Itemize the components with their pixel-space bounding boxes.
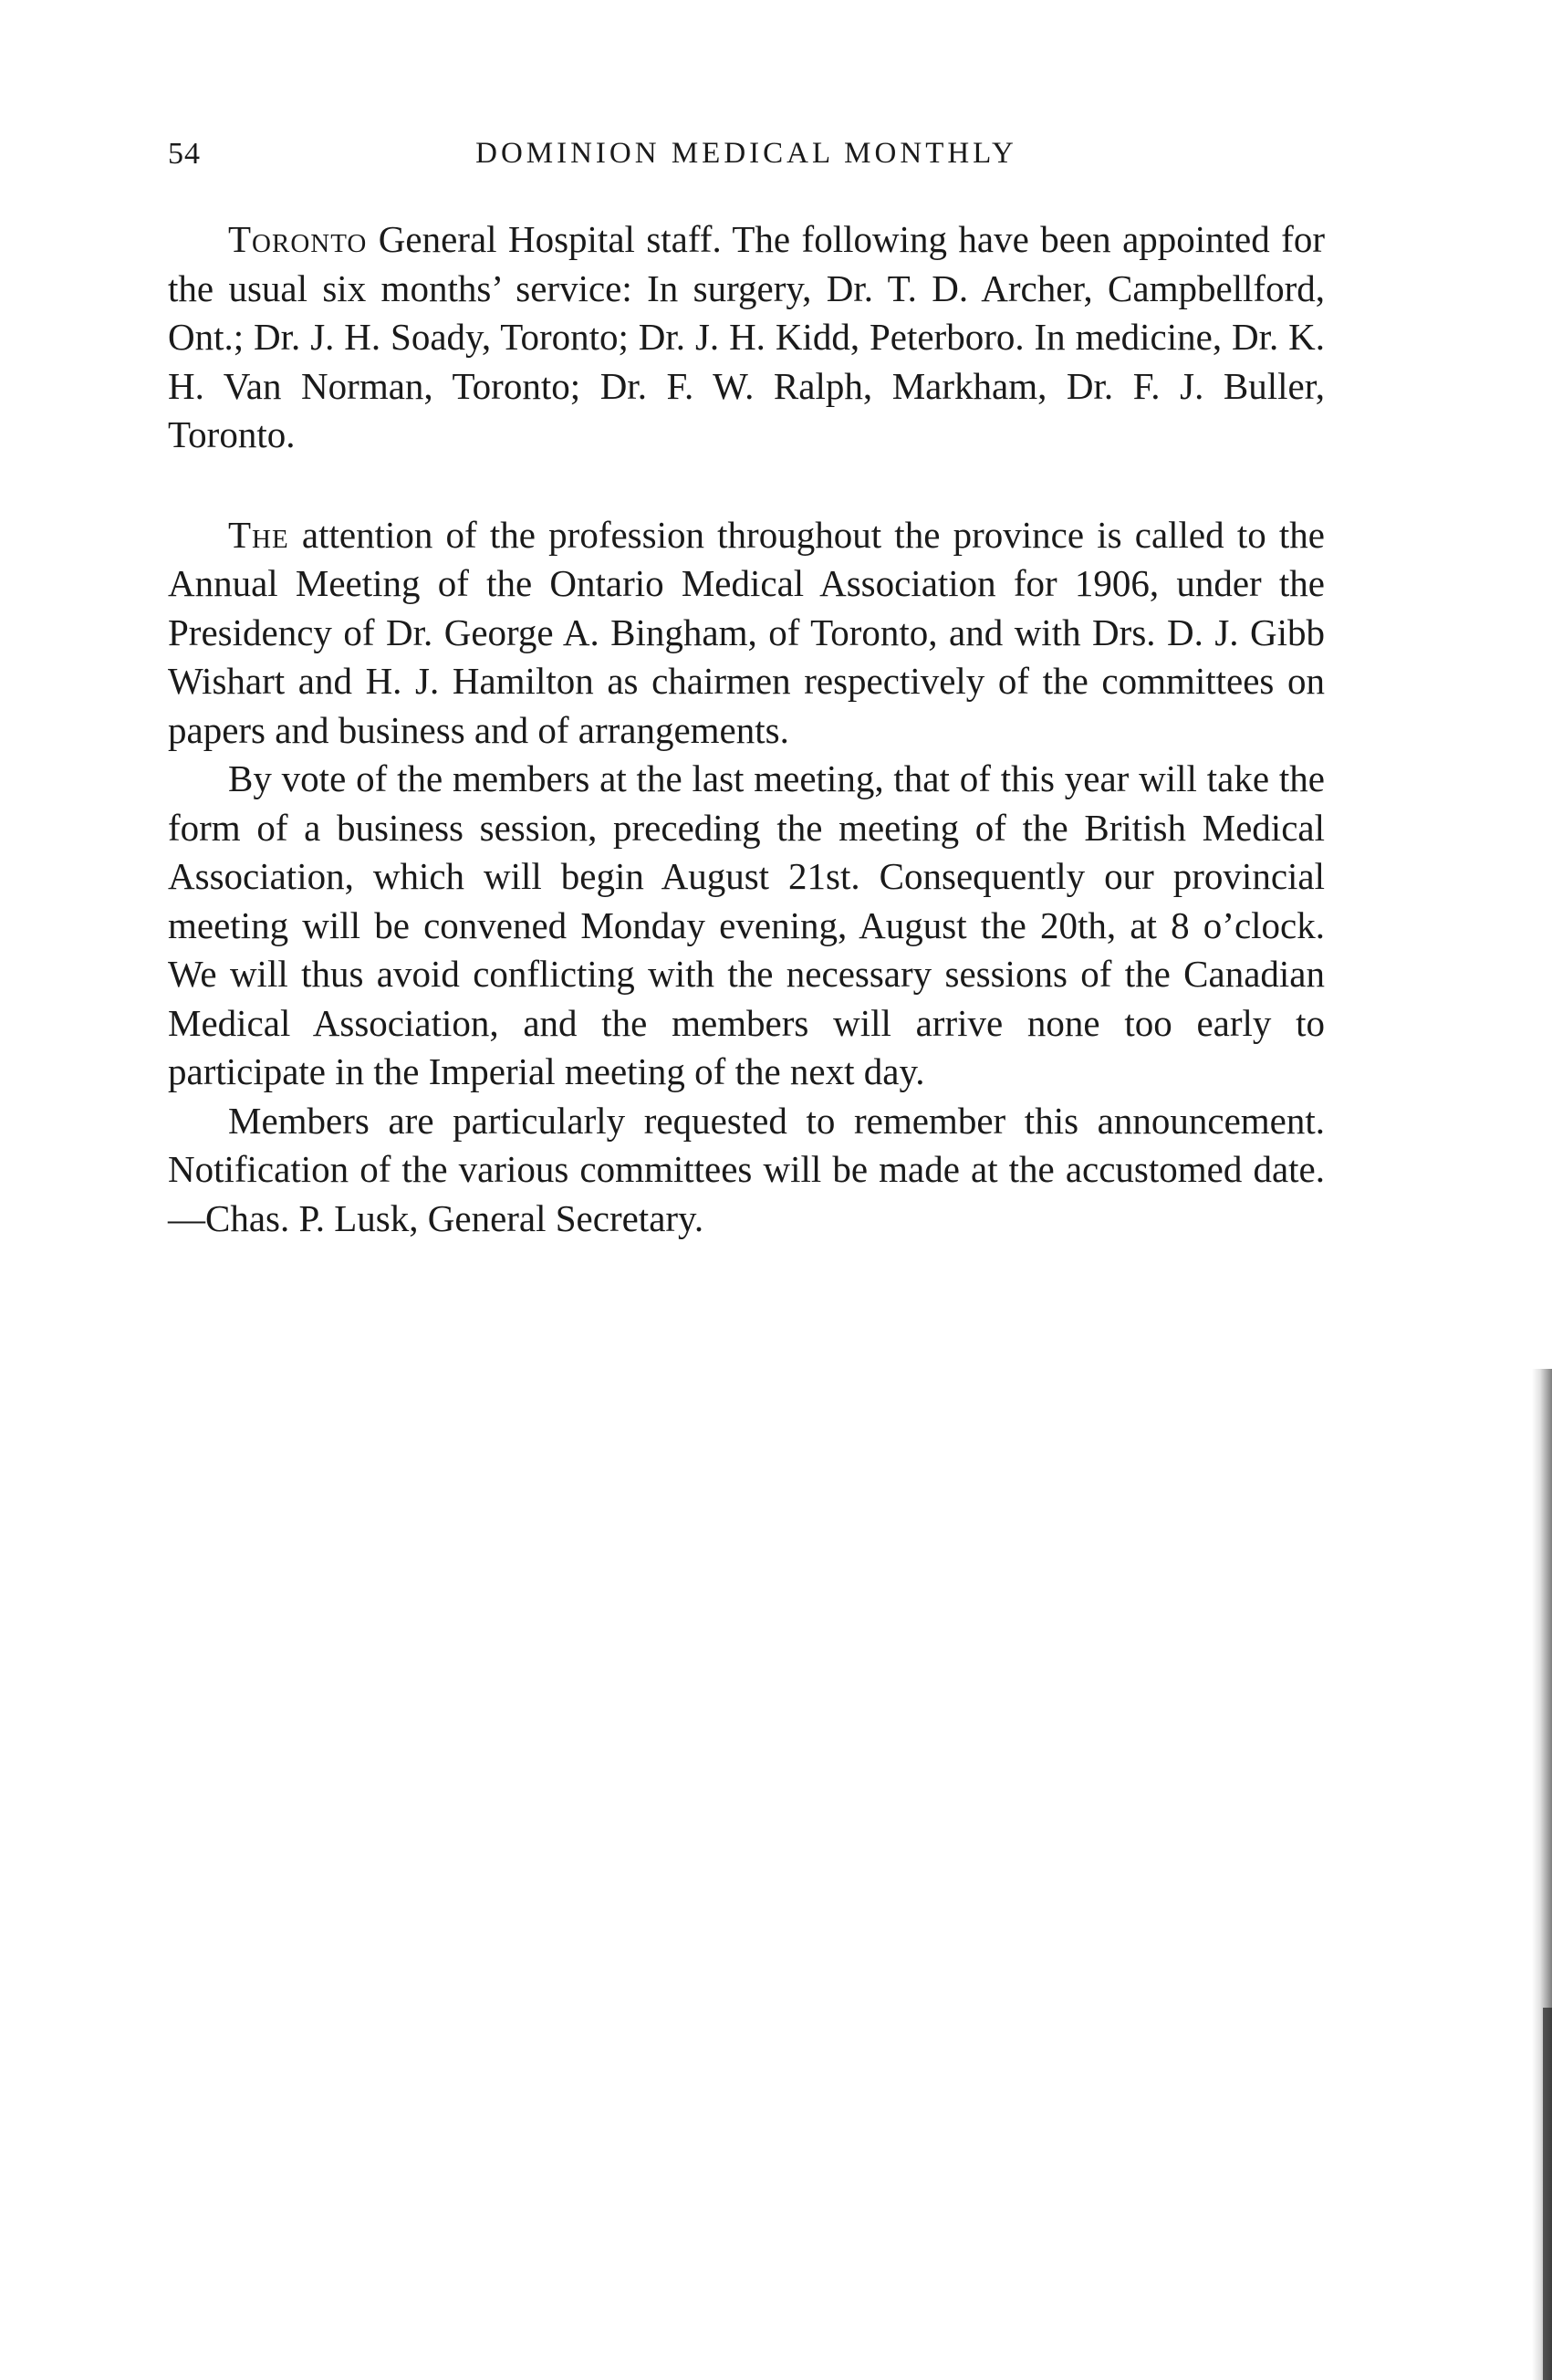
paragraph-text: By vote of the members at the last meeting, that of this year will take the form of a business session, preceding the meeting of the British Medical Association, which will begin August 21st. Consequently our provincial meeting will be convened Monday evening, August the 20th, at 8 o’clock. We will thus avoid conflicting with the necessary sessions of the Canadian Medical Association, and the members will arrive none too early to participate in the Imperial meeting of the next day. — [168, 757, 1325, 1092]
paragraph-announcement — [168, 1097, 1325, 1244]
running-head — [168, 137, 1325, 192]
paragraph-lead: The — [228, 513, 289, 556]
paragraph-hospital-staff — [168, 215, 1325, 460]
article-body — [168, 215, 1325, 1243]
journal-title: DOMINION MEDICAL MONTHLY — [475, 137, 1017, 170]
paragraph-lead: Toronto — [228, 218, 368, 260]
page-number: 54 — [168, 137, 201, 171]
section-gap — [168, 460, 1325, 511]
scan-edge-dark — [1543, 2008, 1552, 2380]
paragraph-text: Members are particularly requested to remember this announcement. Notification of the various committees will be made at the accustomed date.—Chas. P. Lusk, General Secretary. — [168, 1099, 1325, 1239]
paragraph-annual-meeting — [168, 511, 1325, 756]
paragraph-text: General Hospital staff. The following have been appointed for the usual six months’ service: In surgery, Dr. T. D. Archer, Campbellford, Ont.; Dr. J. H. Soady, Toronto; Dr. J. H. Kidd, Peterboro. In medicine, Dr. K. H. Van Norman, Toronto; Dr. F. W. Ralph, Markham, Dr. F. J. Buller, Toronto. — [168, 218, 1325, 455]
paragraph-business-session — [168, 755, 1325, 1097]
paragraph-text: attention of the profession throughout the province is called to the Annual Meeting of the Ontario Medical Association for 1906, under the Presidency of Dr. George A. Bingham, of Toronto, and with Drs. D. J. Gibb Wishart and H. J. Hamilton as chairmen respectively of the committees on papers and business and of arrangements. — [168, 513, 1325, 751]
